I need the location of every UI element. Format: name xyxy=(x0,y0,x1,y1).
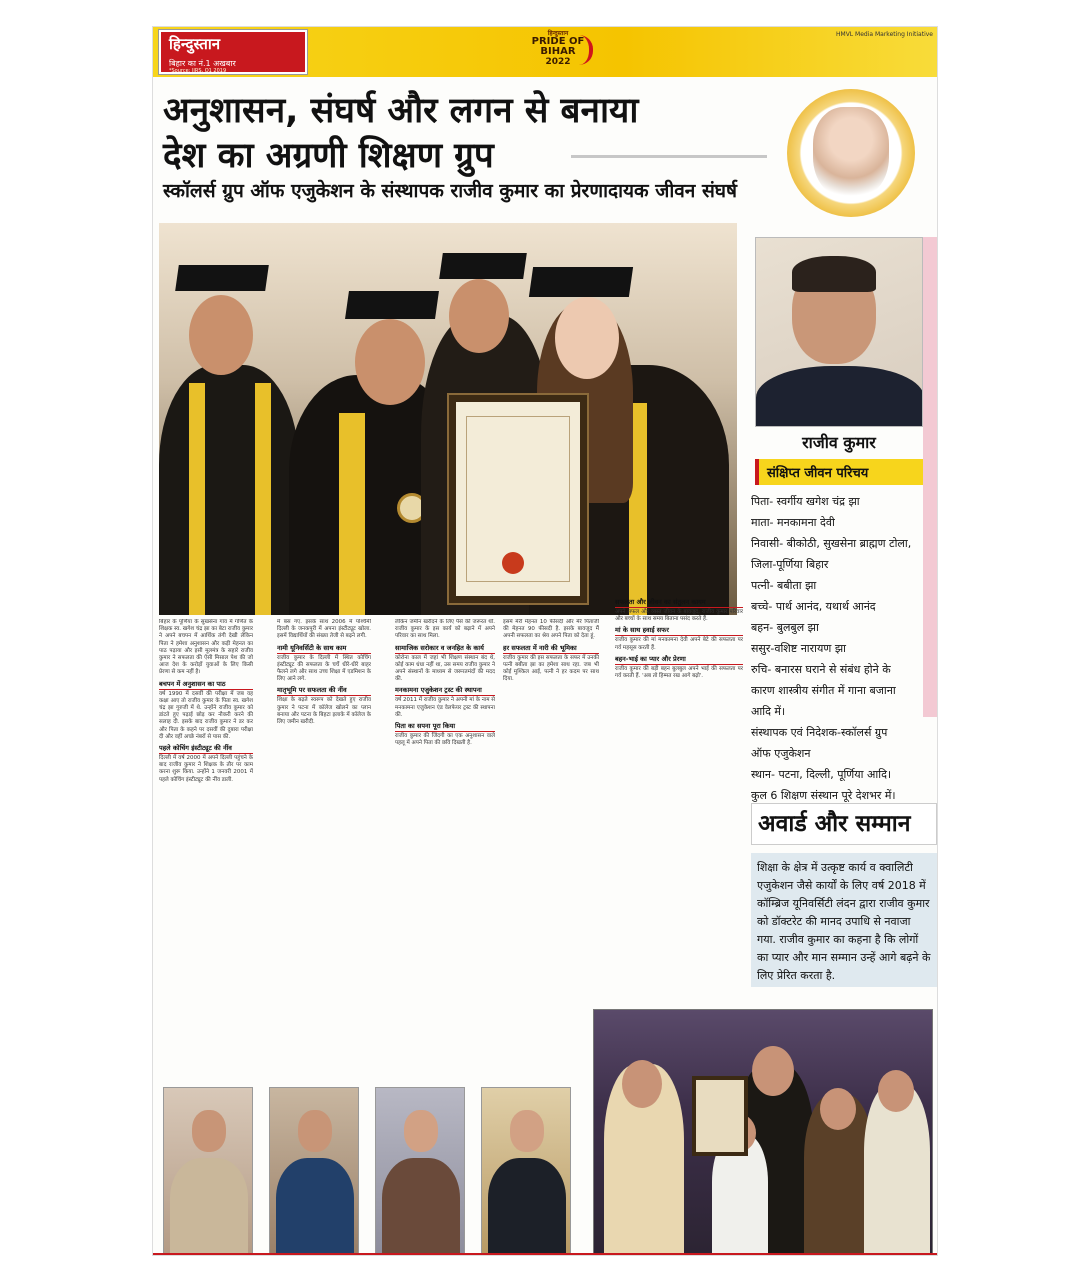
article-subheading: बहन-भाई का प्यार और प्रेरणा xyxy=(615,655,743,665)
bio-item: कारण शास्त्रीय संगीत में गाना बजाना xyxy=(751,684,896,697)
article-paragraph: लेकिन जमीन खरीदने के लिए पैसे की जरूरत थी. राजीव कुमार के इस कार्य को बढ़ाने में अपने परिवार का साथ मिला. xyxy=(395,619,495,640)
logo-source-note: *Source: IIRS, Q1 2019 xyxy=(169,68,227,74)
article-paragraph: राजीव कुमार की इस सफलता के सफर में उनकी पत्नी बबीता झा का हमेशा साथ रहा. जब भी कोई मुश्किल आई, पत्नी ने हर कदम पर साथ दिया. xyxy=(503,654,599,683)
family-photo-wife xyxy=(269,1087,359,1255)
photo-person-1 xyxy=(159,365,299,615)
seal-icon xyxy=(502,552,524,574)
bio-item: बहन- बुलबुल झा xyxy=(751,621,819,634)
article-column-5 xyxy=(615,595,743,977)
bio-item: स्थान- पटना, दिल्ली, पूर्णिया आदि। xyxy=(751,768,892,781)
article-subheading: सामाजिक सरोकार व जनहित के कार्य xyxy=(395,644,495,654)
article-paragraph: कोरोना काल में जहां भी शिक्षण संस्थान बंद थे, कोई काम धंधा नहीं था, उस समय राजीव कुमार ने अपने संस्थानों के माध्यम से जरूरतमंदों की मदद की. xyxy=(395,654,495,683)
bio-item: ससुर-वशिष्ट नारायण झा xyxy=(751,642,847,655)
article-paragraph: में बस गए. इसके साथ 2006 में पश्चिमी दिल्ली के जनकपुरी में अपना इंस्टीट्यूट खोला. इसमें विद्यार्थियों की संख्या तेजी से बढ़ने लगी. xyxy=(277,619,371,640)
article-paragraph: राजीव कुमार के दिल्ली में स्थित कोचिंग इंस्टीट्यूट की सफलता के चर्चे धीरे-धीरे बाहर फैलने लगे और साथ उच्च शिक्षा में एडमिशन के लिए आने लगे. xyxy=(277,654,371,683)
family-photo-mother xyxy=(163,1087,253,1255)
pride-logo-year: 2022 xyxy=(545,57,571,67)
doctorate-certificate xyxy=(449,395,587,603)
bio-item: आदि में। xyxy=(751,705,786,718)
article-paragraph: वर्ष 2011 में राजीव कुमार ने अपनी मां के नाम से मनकामना एजुकेशन एंड वेलफेयर ट्रस्ट की स्थापना की. xyxy=(395,697,495,718)
article-paragraph: दिल्ली में वर्ष 2000 में अपने दिल्ली पहुंचने के बाद राजीव कुमार ने शिक्षक के तौर पर काम करना शुरू किया. उन्होंने 1 जनवरी 2001 में पहले कोचिंग इंस्टीट्यूट की नींव डाली. xyxy=(159,755,253,783)
logo-tagline: बिहार का नं.1 अखबार xyxy=(169,59,236,68)
family-photo-son-2 xyxy=(481,1087,571,1255)
article-paragraph: राजीव कुमार की बड़ी बहन बुलबुल अपने भाई की सफलता पर गर्व करती हैं. 'अब तो हिम्मत रख आगे बढ़ो'. xyxy=(615,665,743,680)
article-column-1 xyxy=(159,619,253,1081)
headline xyxy=(163,89,763,179)
doctorate-certificate-framed xyxy=(692,1076,748,1156)
pride-of-bihar-logo xyxy=(521,29,595,75)
headline-line-2: देश का अग्रणी शिक्षण ग्रुप xyxy=(163,136,494,176)
pride-logo-title: PRIDE OF BIHAR xyxy=(531,36,585,57)
bio-item: ऑफ एजुकेशन xyxy=(751,747,811,760)
award-title: अवार्ड और सम्मान xyxy=(758,811,911,837)
article-paragraph: वर्ष 1990 में दसवीं की परीक्षा में जब वह कक्षा आए तो राजीव कुमार के पिता स्व. खगेश चंद्र झा गुरुजी में थे. उन्होंने राजीव कुमार को डांटते हुए पढ़ाई छोड़ कर नौकरी करने की सलाह दी. इसके बाद राजीव कुमार ने डर कर और पिता के कहने पर दसवीं की दुबारा परीक्षा दी और वहीं अच्छे नंबरों से पास की. xyxy=(159,690,253,740)
footer-rule xyxy=(153,1253,938,1256)
bio-item: पिता- स्वर्गीय खगेश चंद्र झा xyxy=(751,495,860,508)
founder-portrait-circle xyxy=(787,89,915,217)
founder-portrait xyxy=(813,107,889,199)
article-column-2 xyxy=(277,619,371,1081)
family-group-photo xyxy=(593,1009,933,1255)
masthead xyxy=(153,27,938,77)
bio-item: कुल 6 शिक्षण संस्थान पूरे देशभर में। xyxy=(751,789,896,802)
profile-name: राजीव कुमार xyxy=(802,433,876,452)
article-paragraph: राजीव कुमार की मां मनकामना देवी अपने बेटे की सफलता पर गर्व महसूस करती हैं. xyxy=(615,637,743,651)
headline-line-1: अनुशासन, संघर्ष और लगन से बनाया xyxy=(163,91,639,131)
article-column-3 xyxy=(395,619,495,1081)
logo-text: हिन्दुस्तान xyxy=(169,35,221,53)
pride-logo-small-text: हिन्दुस्तान xyxy=(547,30,569,37)
headline-rule xyxy=(571,155,767,158)
article-subheading: मनकामना एजुकेशन ट्रस्ट की स्थापना xyxy=(395,686,495,696)
bio-item: संस्थापक एवं निदेशक-स्कॉलर्स ग्रुप xyxy=(751,726,888,739)
hindustan-logo xyxy=(159,30,307,74)
bio-heading: संक्षिप्त जीवन परिचय xyxy=(755,459,923,485)
article-paragraph: बिहार के पूर्णिया के सुखसेना गांव में गणित के शिक्षक स्व. खगेश चंद्र झा का बेटा राजीव कुमार ने अपने बचपन में आर्थिक तंगी देखी लेकिन पिता ने हमेशा अनुशासन और कड़ी मेहनत का पाठ पढ़ाया और इसी मूलमंत्र के सहारे राजीव कुमार ने सफलता की ऐसी मिसाल पेश की जो आज देश के करोड़ों युवाओं के लिए किसी प्रेरणा से कम नहीं है। xyxy=(159,619,253,676)
article-subheading: नामी यूनिवर्सिटी के साथ काम xyxy=(277,644,371,654)
article-subheading: पिता का सपना पूरा किया xyxy=(395,722,495,732)
article-paragraph: इसमें मेरी मेहनत 10 फीसदी और मेरे पिताजी की मेहनत 90 फीसदी है. इसके बावजूद मैं अपनी सफलता का श्रेय अपने पिता को देता हूं. xyxy=(503,619,599,640)
article-column-4 xyxy=(503,619,599,1081)
bio-item: जिला-पूर्णिया बिहार xyxy=(751,558,829,571)
bio-item: रुचि- बनारस घराने से संबंध होने के xyxy=(751,663,891,676)
article-subheading: मां के साथ हवाई सफर xyxy=(615,626,743,636)
bio-item: निवासी- बीकोठी, सुखसेना ब्राह्मण टोला, xyxy=(751,537,912,550)
article-paragraph: अपने सफल और व्यस्त जीवन के बावजूद, राजीव कुमार परिवार और बच्चों के साथ समय बिताना पसंद करते हैं. xyxy=(615,609,743,623)
family-photo-son-1 xyxy=(375,1087,465,1255)
article-subheading: बचपन में अनुशासन का पाठ xyxy=(159,680,253,690)
bio-item: माता- मनकामना देवी xyxy=(751,516,835,529)
award-heading-box xyxy=(751,803,937,845)
article-subheading: हर सफलता में नारी की भूमिका xyxy=(503,644,599,654)
convocation-photo xyxy=(159,223,737,615)
bio-item: पत्नी- बबीता झा xyxy=(751,579,817,592)
newspaper-page xyxy=(152,26,938,1256)
award-text: शिक्षा के क्षेत्र में उत्कृष्ट कार्य व क्वालिटी एजुकेशन जैसे कार्यों के लिए वर्ष 2018 में कॉम्ब्रिज यूनिवर्सिटी लंदन द्वारा राजीव कुमार को डॉक्टरेट की मानद उपाधि से नवाजा गया. राजीव कुमार का कहना है कि लोगों का प्यार और मान सम्मान उन्हें आगे बढ़ने के लिए प्रेरित करता है. xyxy=(751,853,937,987)
rajeev-kumar-portrait xyxy=(755,237,923,427)
article-subheading: मातृभूमि पर सफलता की नींव xyxy=(277,686,371,696)
article-subheading: पहले कोचिंग इंस्टीट्यूट की नींव xyxy=(159,744,253,754)
subheadline: स्कॉलर्स ग्रुप ऑफ एजुकेशन के संस्थापक राजीव कुमार का प्रेरणादायक जीवन संघर्ष xyxy=(163,180,738,202)
article-subheading: सफलता और जीवन का संतुलन कायम xyxy=(615,598,743,608)
article-paragraph: राजीव कुमार की जिंदगी का एक अनुशासन वाले पहलू में अपने पिता की छवि दिखती है. xyxy=(395,733,495,747)
initiative-label: HMVL Media Marketing Initiative xyxy=(836,31,933,38)
bio-list xyxy=(751,491,933,806)
bio-item: बच्चे- पार्थ आनंद, यथार्थ आनंद xyxy=(751,600,876,613)
article-paragraph: शिक्षा के बढ़ते स्वरूप को देखते हुए राजीव कुमार ने पटना में कॉलेज खोलने का प्लान बनाया और पटना के बिहटा इलाके में कॉलेज के लिए जमीन खरीदी. xyxy=(277,697,371,726)
